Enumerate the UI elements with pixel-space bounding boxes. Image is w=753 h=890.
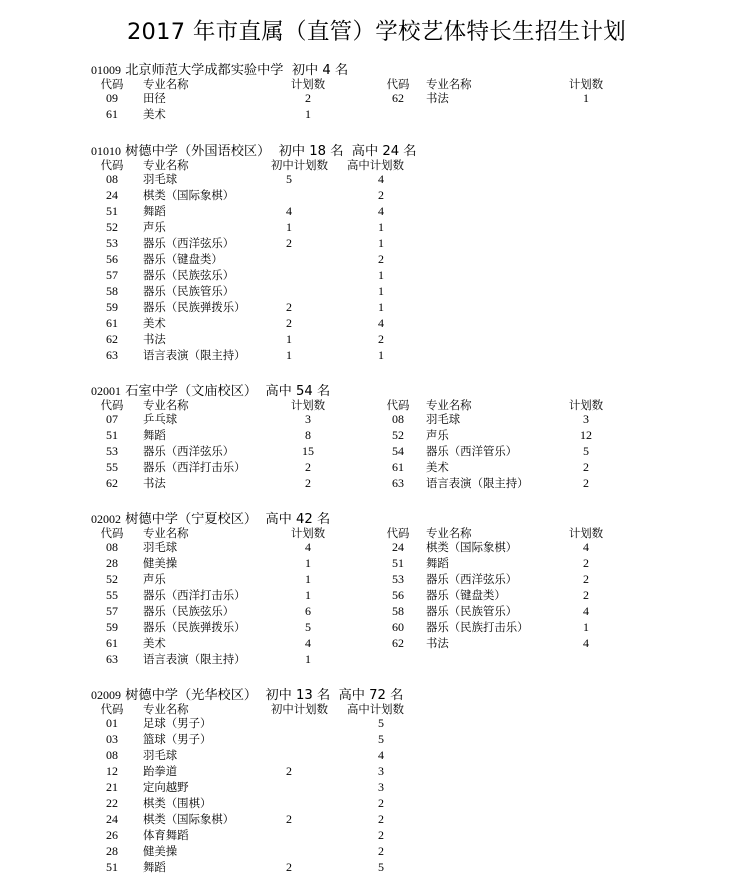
item-count: 2 (305, 91, 311, 105)
item-major: 棋类（国际象棋） (143, 812, 235, 826)
table-row (91, 811, 731, 827)
table-row (91, 331, 731, 347)
item-junior-count: 1 (286, 220, 292, 234)
header-code: 代码 (386, 398, 410, 412)
school-name: 树德中学（宁夏校区） (125, 512, 258, 527)
item-senior-count: 1 (378, 348, 384, 362)
table-row (91, 475, 731, 491)
item-senior-count: 1 (378, 236, 384, 250)
item-senior-count: 2 (378, 812, 384, 826)
item-count: 2 (583, 572, 589, 586)
item-senior-count: 2 (378, 252, 384, 266)
item-senior-count: 1 (378, 268, 384, 282)
item-code: 62 (392, 91, 404, 105)
item-senior-count: 2 (378, 332, 384, 346)
table-row (91, 219, 731, 235)
item-major: 乒乓球 (143, 412, 178, 426)
item-code: 52 (106, 572, 118, 586)
item-major: 体育舞蹈 (143, 828, 189, 842)
item-count: 1 (305, 107, 311, 121)
table-row (91, 763, 731, 779)
item-count: 2 (305, 460, 311, 474)
item-count: 1 (305, 556, 311, 570)
item-junior-count: 2 (286, 300, 292, 314)
item-major: 器乐（键盘类） (426, 588, 506, 602)
item-junior-count: 2 (286, 860, 292, 874)
item-code: 01 (106, 716, 118, 730)
item-major: 舞蹈 (426, 556, 449, 570)
quota: 初中 13 名 高中 72 名 (265, 688, 404, 703)
item-code: 08 (106, 172, 118, 186)
item-major: 篮球（男子） (143, 732, 212, 746)
header-major: 专业名称 (426, 77, 472, 91)
item-count: 8 (305, 428, 311, 442)
item-code: 62 (392, 636, 404, 650)
header-code: 代码 (100, 526, 124, 540)
item-senior-count: 5 (378, 716, 384, 730)
table-row (91, 106, 731, 122)
item-major: 器乐（西洋弦乐） (426, 572, 518, 586)
table-row (91, 747, 731, 763)
item-junior-count: 2 (286, 236, 292, 250)
item-code: 56 (392, 588, 404, 602)
item-major: 棋类（国际象棋） (426, 540, 518, 554)
item-junior-count: 2 (286, 316, 292, 330)
item-count: 2 (583, 556, 589, 570)
item-junior-count: 2 (286, 812, 292, 826)
item-code: 53 (392, 572, 404, 586)
item-count: 4 (305, 540, 311, 554)
table-row (91, 651, 731, 667)
item-major: 美术 (143, 316, 166, 330)
section-heading (91, 383, 731, 399)
header-junior: 初中计划数 (271, 158, 328, 172)
item-major: 语言表演（限主持） (143, 652, 246, 666)
item-count: 1 (583, 91, 589, 105)
school-name: 北京师范大学成都实验中学 (125, 63, 284, 78)
table-row (91, 587, 731, 603)
item-code: 53 (106, 236, 118, 250)
document-title: 2017 年市直属（直管）学校艺体特长生招生计划 (126, 19, 627, 45)
item-code: 56 (106, 252, 118, 266)
quota: 初中 4 名 (291, 63, 349, 78)
item-count: 1 (583, 620, 589, 634)
school-code: 02009 (91, 688, 121, 702)
item-major: 跆拳道 (143, 764, 178, 778)
item-major: 语言表演（限主持） (426, 476, 529, 490)
item-code: 28 (106, 844, 118, 858)
item-code: 28 (106, 556, 118, 570)
item-count: 2 (305, 476, 311, 490)
item-major: 田径 (143, 91, 166, 105)
section-01010 (91, 143, 731, 363)
item-major: 健美操 (143, 844, 178, 858)
item-senior-count: 2 (378, 828, 384, 842)
item-code: 51 (392, 556, 404, 570)
item-code: 54 (392, 444, 404, 458)
header-count: 计划数 (290, 398, 326, 412)
item-major: 美术 (426, 460, 449, 474)
table-row (91, 299, 731, 315)
item-count: 2 (583, 476, 589, 490)
school-code: 01009 (91, 63, 121, 77)
item-count: 3 (583, 412, 589, 426)
table-row (91, 779, 731, 795)
table-row (91, 459, 731, 475)
header-major: 专业名称 (143, 398, 189, 412)
item-major: 器乐（民族弦乐） (143, 268, 235, 282)
item-major: 器乐（民族管乐） (426, 604, 518, 618)
item-code: 59 (106, 620, 118, 634)
item-major: 书法 (426, 91, 449, 105)
item-senior-count: 4 (378, 316, 384, 330)
item-code: 57 (106, 268, 118, 282)
header-count: 计划数 (568, 77, 604, 91)
item-code: 59 (106, 300, 118, 314)
item-code: 58 (106, 284, 118, 298)
item-major: 器乐（民族弹拨乐） (143, 300, 246, 314)
school-code: 01010 (91, 144, 121, 158)
item-code: 51 (106, 860, 118, 874)
table-header (91, 399, 731, 411)
item-code: 22 (106, 796, 118, 810)
item-code: 24 (106, 812, 118, 826)
item-count: 4 (583, 540, 589, 554)
table-row (91, 635, 731, 651)
school-code: 02002 (91, 512, 121, 526)
item-major: 器乐（民族弦乐） (143, 604, 235, 618)
header-major: 专业名称 (426, 398, 472, 412)
item-major: 声乐 (143, 220, 166, 234)
table-header (91, 527, 731, 539)
item-code: 24 (392, 540, 404, 554)
section-01009 (91, 62, 731, 122)
header-junior: 初中计划数 (271, 702, 328, 716)
item-senior-count: 4 (378, 172, 384, 186)
section-02009 (91, 687, 731, 875)
item-count: 1 (305, 572, 311, 586)
item-major: 舞蹈 (143, 428, 166, 442)
header-code: 代码 (386, 77, 410, 91)
item-code: 21 (106, 780, 118, 794)
item-senior-count: 5 (378, 732, 384, 746)
item-junior-count: 2 (286, 764, 292, 778)
table-row (91, 795, 731, 811)
item-junior-count: 4 (286, 204, 292, 218)
item-code: 55 (106, 460, 118, 474)
item-major: 器乐（键盘类） (143, 252, 223, 266)
table-row (91, 347, 731, 363)
item-senior-count: 1 (378, 220, 384, 234)
item-code: 51 (106, 428, 118, 442)
table-row (91, 90, 731, 106)
header-major: 专业名称 (143, 702, 189, 716)
item-code: 55 (106, 588, 118, 602)
item-major: 器乐（西洋弦乐） (143, 444, 235, 458)
table-row (91, 443, 731, 459)
item-major: 棋类（围棋） (143, 796, 212, 810)
item-major: 羽毛球 (143, 172, 178, 186)
item-major: 舞蹈 (143, 204, 166, 218)
item-major: 健美操 (143, 556, 178, 570)
item-code: 58 (392, 604, 404, 618)
item-senior-count: 4 (378, 748, 384, 762)
quota: 高中 54 名 (265, 384, 331, 399)
item-major: 羽毛球 (143, 748, 178, 762)
header-code: 代码 (100, 77, 124, 91)
item-count: 12 (580, 428, 592, 442)
header-major: 专业名称 (143, 77, 189, 91)
item-senior-count: 1 (378, 300, 384, 314)
item-code: 57 (106, 604, 118, 618)
item-code: 08 (106, 748, 118, 762)
item-count: 4 (583, 636, 589, 650)
item-major: 语言表演（限主持） (143, 348, 246, 362)
item-major: 羽毛球 (426, 412, 461, 426)
header-code: 代码 (100, 158, 124, 172)
table-row (91, 843, 731, 859)
table-row (91, 283, 731, 299)
item-junior-count: 1 (286, 348, 292, 362)
item-count: 15 (302, 444, 314, 458)
header-count: 计划数 (568, 398, 604, 412)
item-count: 1 (305, 652, 311, 666)
table-row (91, 539, 731, 555)
quota: 高中 42 名 (265, 512, 331, 527)
section-heading (91, 687, 731, 703)
section-heading (91, 62, 731, 78)
item-code: 09 (106, 91, 118, 105)
table-row (91, 827, 731, 843)
table-row (91, 315, 731, 331)
item-count: 6 (305, 604, 311, 618)
item-count: 2 (583, 588, 589, 602)
item-major: 定向越野 (143, 780, 189, 794)
header-major: 专业名称 (426, 526, 472, 540)
item-major: 器乐（民族管乐） (143, 284, 235, 298)
table-row (91, 187, 731, 203)
item-code: 61 (106, 107, 118, 121)
item-code: 62 (106, 476, 118, 490)
item-major: 书法 (426, 636, 449, 650)
table-row (91, 715, 731, 731)
table-row (91, 603, 731, 619)
table-row (91, 571, 731, 587)
item-major: 器乐（民族打击乐） (426, 620, 529, 634)
quota: 初中 18 名 高中 24 名 (278, 144, 417, 159)
item-count: 5 (305, 620, 311, 634)
table-row (91, 203, 731, 219)
item-count: 2 (583, 460, 589, 474)
table-row (91, 555, 731, 571)
item-code: 61 (106, 636, 118, 650)
item-major: 器乐（民族弹拨乐） (143, 620, 246, 634)
item-junior-count: 5 (286, 172, 292, 186)
item-code: 12 (106, 764, 118, 778)
item-code: 07 (106, 412, 118, 426)
item-count: 4 (305, 636, 311, 650)
item-major: 书法 (143, 476, 166, 490)
header-senior: 高中计划数 (347, 158, 404, 172)
section-heading (91, 143, 731, 159)
table-row (91, 267, 731, 283)
item-major: 美术 (143, 107, 166, 121)
item-senior-count: 2 (378, 796, 384, 810)
item-major: 羽毛球 (143, 540, 178, 554)
item-major: 美术 (143, 636, 166, 650)
table-row (91, 859, 731, 875)
item-major: 器乐（西洋打击乐） (143, 460, 246, 474)
table-row (91, 427, 731, 443)
school-name: 石室中学（文庙校区） (125, 384, 258, 399)
header-code: 代码 (100, 398, 124, 412)
item-code: 03 (106, 732, 118, 746)
item-code: 61 (392, 460, 404, 474)
section-02001 (91, 383, 731, 491)
item-major: 声乐 (426, 428, 449, 442)
header-code: 代码 (100, 702, 124, 716)
item-junior-count: 1 (286, 332, 292, 346)
item-code: 63 (106, 348, 118, 362)
item-code: 26 (106, 828, 118, 842)
item-major: 棋类（国际象棋） (143, 188, 235, 202)
item-senior-count: 4 (378, 204, 384, 218)
item-code: 63 (106, 652, 118, 666)
table-row (91, 235, 731, 251)
header-count: 计划数 (290, 526, 326, 540)
item-code: 08 (392, 412, 404, 426)
item-senior-count: 2 (378, 188, 384, 202)
item-senior-count: 1 (378, 284, 384, 298)
item-count: 5 (583, 444, 589, 458)
table-row (91, 619, 731, 635)
header-senior: 高中计划数 (347, 702, 404, 716)
item-major: 舞蹈 (143, 860, 166, 874)
item-senior-count: 3 (378, 780, 384, 794)
item-code: 53 (106, 444, 118, 458)
item-code: 52 (392, 428, 404, 442)
item-senior-count: 3 (378, 764, 384, 778)
header-count: 计划数 (290, 77, 326, 91)
item-senior-count: 5 (378, 860, 384, 874)
item-code: 60 (392, 620, 404, 634)
section-02002 (91, 511, 731, 667)
item-count: 4 (583, 604, 589, 618)
header-code: 代码 (386, 526, 410, 540)
item-major: 器乐（西洋打击乐） (143, 588, 246, 602)
item-major: 足球（男子） (143, 716, 212, 730)
item-senior-count: 2 (378, 844, 384, 858)
item-code: 52 (106, 220, 118, 234)
school-code: 02001 (91, 384, 121, 398)
item-code: 51 (106, 204, 118, 218)
item-major: 器乐（西洋管乐） (426, 444, 518, 458)
item-code: 62 (106, 332, 118, 346)
table-header (91, 78, 731, 90)
item-count: 3 (305, 412, 311, 426)
item-code: 61 (106, 316, 118, 330)
item-code: 63 (392, 476, 404, 490)
item-code: 08 (106, 540, 118, 554)
school-name: 树德中学（光华校区） (125, 688, 258, 703)
table-row (91, 251, 731, 267)
item-count: 1 (305, 588, 311, 602)
table-row (91, 411, 731, 427)
table-header (91, 159, 731, 171)
item-major: 声乐 (143, 572, 166, 586)
table-header (91, 703, 731, 715)
table-row (91, 731, 731, 747)
section-heading (91, 511, 731, 527)
school-name: 树德中学（外国语校区） (125, 144, 271, 159)
table-row (91, 171, 731, 187)
header-major: 专业名称 (143, 158, 189, 172)
header-major: 专业名称 (143, 526, 189, 540)
item-major: 书法 (143, 332, 166, 346)
item-code: 24 (106, 188, 118, 202)
header-count: 计划数 (568, 526, 604, 540)
item-major: 器乐（西洋弦乐） (143, 236, 235, 250)
